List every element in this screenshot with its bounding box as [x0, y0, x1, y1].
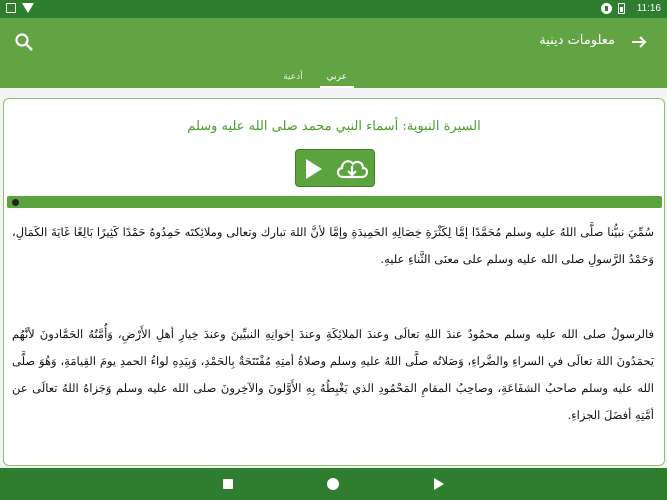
- lesson-title: السيرة النبوية: أسماء النبي محمد صلى الله عليه وسلم: [187, 119, 481, 134]
- cloud-download-icon[interactable]: [334, 155, 370, 183]
- page-title: معلومات دينية: [539, 33, 615, 48]
- lesson-paragraph: فالرسولُ صلى الله عليه وسلم محمُودٌ عندَ اللهِ تعالَى وعندَ الملائِكَةِ وعندَ إخوانِهِ النبيِّينَ وعندَ خِيارِ أهلِ الأَرْضِ، وَأُمَّتُهُ الحَمَّادونَ لأنَّهُم يَحمَدُونَ اللهَ تعالَى في السراءِ والضَّراءِ، وَصَلاتُه صلَّى اللهُ عليهِ وسلم وصلاةُ أمتِهِ مُفْتَتَحَةٌ بِالحَمْدِ، وَبِيَدِهِ لواءُ الحمدِ يومَ القِيامَةِ، وَهُوَ صلَّى الله عليه وسلم صاحبُ الشفَاعَةِ، وصاحِبُ المقامِ المَحْمُودِ الذي يَغْبِطُهُ بِهِ الأَوَّلونَ والآخِرونَ صلى الله عليه وسلم وَجَزاهُ اللهُ تعالَى عن أمَّتِهِ أفضَلَ الجزاءِ.: [12, 327, 654, 422]
- search-icon[interactable]: [14, 32, 34, 52]
- system-nav-bar: [0, 468, 667, 500]
- status-bar: [0, 0, 667, 18]
- audio-progress-bar[interactable]: [7, 196, 662, 208]
- progress-knob[interactable]: [12, 199, 19, 206]
- tab-bar: [276, 70, 354, 88]
- lesson-card: [3, 98, 665, 466]
- wifi-icon: [22, 3, 34, 13]
- tab-arabic[interactable]: عربي: [320, 70, 354, 88]
- circle-icon[interactable]: [327, 478, 339, 490]
- tab-duas[interactable]: أدعية: [283, 72, 303, 82]
- status-time: 11:16: [636, 3, 661, 14]
- lesson-paragraph: سُمِّيَ نبيُّنا صلَّى اللهُ عليه وسلم مُحَمَّدًا إمَّا لِكَثْرَةِ خِصَالِهِ الحَمِيدَةِ وإمَّا لأنَّ اللهَ تبارك وتعالى وملائِكتَه حَمِدُوهُ حَمْدًا كَثِيرًا بَالِغًا غَايَةَ الكَمَالِ، وَحَمْدُ الرَّسولِ صلى الله عليه وسلم على معنَى الثَّناءِ عليهِ.: [12, 225, 654, 266]
- sim-icon: [6, 3, 16, 13]
- audio-player-button[interactable]: [295, 149, 375, 187]
- arrow-forward-icon[interactable]: [629, 32, 649, 52]
- status-left-icons: [6, 3, 34, 13]
- content-area: [0, 88, 667, 468]
- battery-icon: [618, 3, 625, 14]
- triangle-icon[interactable]: [434, 478, 444, 490]
- square-icon[interactable]: [223, 479, 233, 489]
- play-icon[interactable]: [306, 159, 322, 179]
- app-bar: [0, 18, 667, 88]
- notification-icon: [601, 3, 612, 14]
